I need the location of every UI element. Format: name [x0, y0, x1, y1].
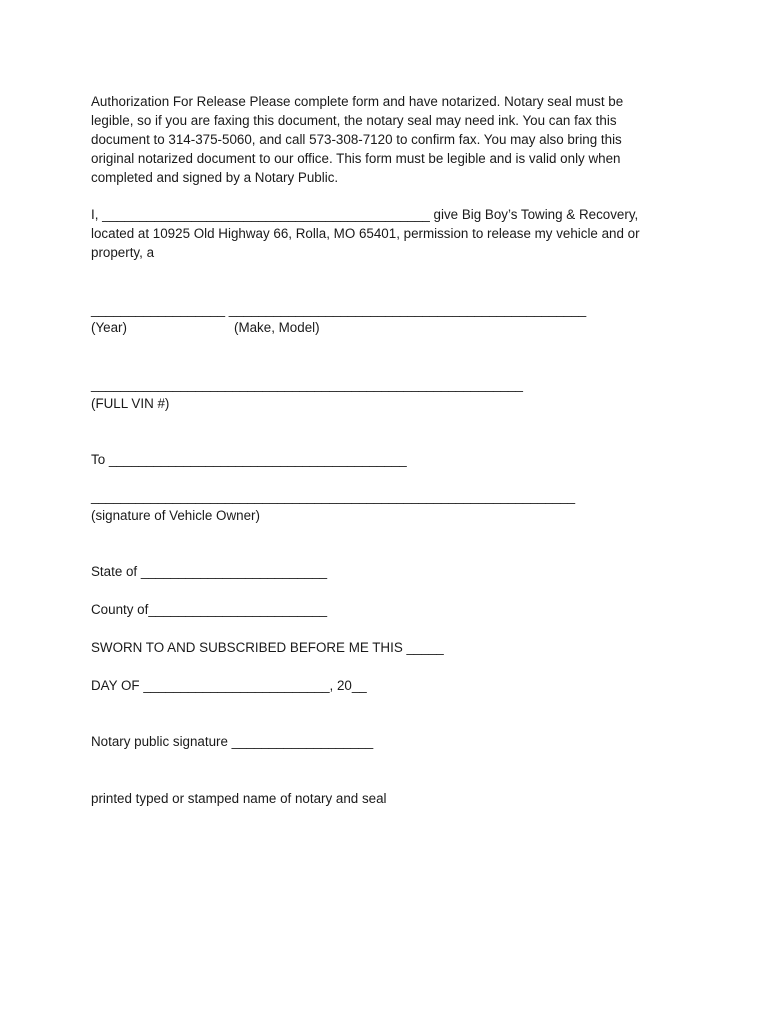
intro-line: Authorization For Release Please complete form and have notarized. Notary seal must be [91, 94, 624, 109]
intro-line: original notarized document to our office. This form must be legible and is valid only when [91, 151, 621, 166]
vin-blank-line[interactable]: __________________________________________________________ [91, 377, 523, 392]
owner-signature-label: (signature of Vehicle Owner) [91, 508, 260, 523]
intro-paragraph [91, 92, 681, 187]
intro-line: completed and signed by a Notary Public. [91, 170, 339, 185]
authorization-line: I, ____________________________________________ give Big Boy’s Towing & Recovery, [91, 207, 639, 222]
year-label: (Year) [91, 320, 127, 335]
authorization-line: property, a [91, 245, 155, 260]
sworn-line[interactable]: SWORN TO AND SUBSCRIBED BEFORE ME THIS _____ [91, 640, 444, 655]
owner-signature-blank-line[interactable]: _________________________________________________________________ [91, 489, 576, 504]
day-line[interactable]: DAY OF _________________________, 20__ [91, 678, 367, 693]
make-model-label: (Make, Model) [234, 320, 320, 335]
state-line[interactable]: State of _________________________ [91, 564, 328, 579]
authorization-paragraph [91, 205, 681, 262]
notary-signature-line[interactable]: Notary public signature ___________________ [91, 734, 374, 749]
authorization-line: located at 10925 Old Highway 66, Rolla, MO 65401, permission to release my vehicle and or [91, 226, 640, 241]
to-line[interactable]: To ________________________________________ [91, 452, 407, 467]
vin-label: (FULL VIN #) [91, 396, 170, 411]
notary-name-line: printed typed or stamped name of notary and seal [91, 791, 387, 806]
intro-line: document to 314-375-5060, and call 573-308-7120 to confirm fax. You may also bring this [91, 132, 622, 147]
intro-line: legible, so if you are faxing this document, the notary seal may need ink. You can fax this [91, 113, 617, 128]
vehicle-blank-line[interactable]: __________________ ________________________________________________ [91, 302, 587, 317]
county-line[interactable]: County of________________________ [91, 602, 328, 617]
